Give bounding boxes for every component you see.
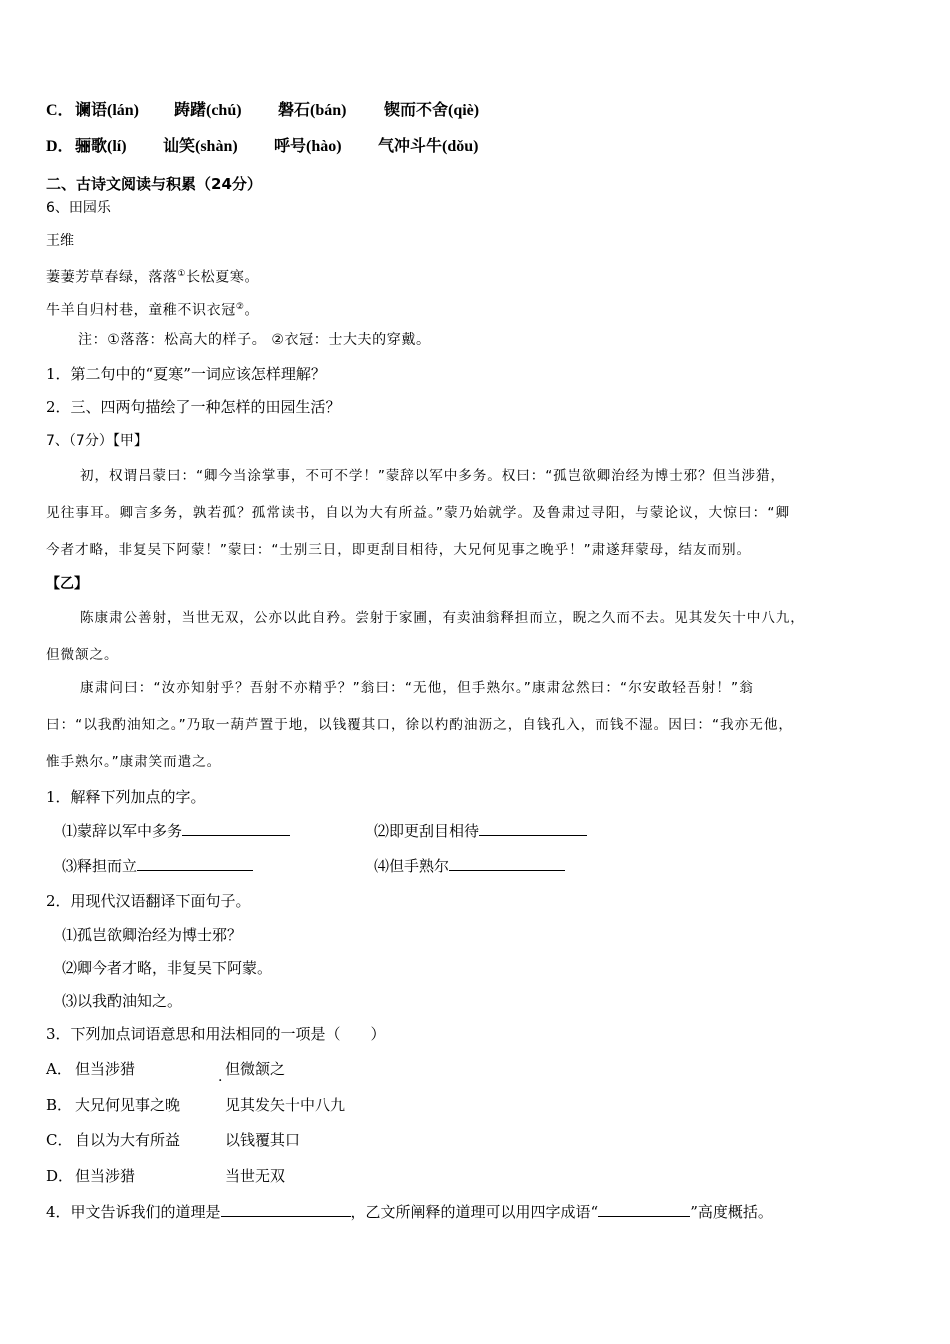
yi-text-line-3: 康肃问曰：“汝亦知射乎？吾射不亦精乎？”翁曰：“无他，但手熟尔。”康肃忿然曰：“尔安敢轻吾射！”翁 (80, 680, 754, 696)
q7-sub2-item-1: ⑴孤岂欲卿治经为博士邪？ (62, 926, 243, 944)
option-c-item-2: 踌躇(chú) (174, 102, 242, 119)
q6-subquestion-2: 2．三、四两句描绘了一种怎样的田园生活？ (46, 398, 341, 416)
answer-blank-1[interactable] (182, 820, 290, 836)
poem-line-1-text-a: 萋萋芳草春绿，落落 (46, 269, 178, 286)
q6-poem-line-2 (46, 297, 259, 321)
option-b-right: 见其发矢十中八九 (225, 1096, 346, 1114)
q7-sub2-item-3: ⑶以我酌油知之。 (62, 992, 183, 1010)
option-c-item-1: 谰语(lán) (75, 102, 140, 119)
option-a-left: 但当涉猎 (75, 1060, 136, 1078)
yi-text-line-4: 曰：“以我酌油知之。”乃取一葫芦置于地，以钱覆其口，徐以杓酌油沥之，自钱孔入，而钱不湿。因曰：“我亦无他， (46, 717, 794, 733)
note-marker-2: ② (235, 302, 245, 312)
jia-text-line-3: 今者才略，非复吴下阿蒙！”蒙曰：“士别三日，即更刮目相待，大兄何见事之晚乎！”肃遂拜蒙母，结友而别。 (46, 542, 752, 558)
option-c-right: 以钱覆其口 (225, 1131, 301, 1149)
option-d-label: D． (46, 138, 74, 155)
answer-blank-idiom[interactable] (598, 1201, 690, 1217)
option-c-label: C． (46, 1131, 73, 1149)
emphasis-dot: . (218, 1069, 223, 1085)
option-b-left: 大兄何见事之晚 (75, 1096, 181, 1114)
option-d-label: D． (46, 1167, 74, 1185)
option-d-item-1: 骊歌(lí) (75, 138, 127, 155)
section-heading: 二、古诗文阅读与积累（24分） (46, 175, 262, 193)
q7-sub2-item-2: ⑵卿今者才略，非复吴下阿蒙。 (62, 959, 273, 977)
q7-title: 7、（7分）【甲】 (46, 433, 148, 449)
q7-sub3-title: 3．下列加点词语意思和用法相同的一项是（ ） (46, 1025, 386, 1043)
q7-sub1-item-1 (62, 820, 290, 841)
item-1-text: ⑴蒙辞以军中多务 (62, 822, 183, 840)
option-b-label: B． (46, 1096, 73, 1114)
option-c-item-3: 磐石(bán) (278, 102, 347, 119)
poem-line-1-text-b: 长松夏寒。 (186, 269, 260, 286)
jia-text-line-1: 初，权谓吕蒙曰：“卿今当涂掌事，不可不学！”蒙辞以军中多务。权曰：“孤岂欲卿治经为博士邪？但当涉猎， (80, 468, 786, 484)
q6-title: 6、田园乐 (46, 200, 111, 216)
yi-text-line-2: 但微颔之。 (46, 647, 119, 663)
answer-blank-2[interactable] (479, 820, 587, 836)
option-c-item-4: 锲而不舍(qiè) (384, 102, 480, 119)
poem-line-2-text-a: 牛羊自归村巷，童稚不识衣冠 (46, 302, 236, 319)
sub4-text-c: ”高度概括。 (690, 1203, 773, 1221)
option-d-right: 当世无双 (225, 1167, 286, 1185)
option-d-left: 但当涉猎 (75, 1167, 136, 1185)
note-marker-1: ① (177, 269, 187, 279)
q7-sub2-title: 2．用现代汉语翻译下面句子。 (46, 892, 251, 910)
item-3-text: ⑶释担而立 (62, 857, 138, 875)
q7-sub1-title: 1．解释下列加点的字。 (46, 788, 206, 806)
answer-blank-lesson[interactable] (221, 1201, 351, 1217)
q6-author: 王维 (46, 233, 74, 249)
poem-line-2-text-b: 。 (244, 302, 260, 319)
option-d-item-4: 气冲斗牛(dǒu) (378, 138, 479, 155)
option-c-left: 自以为大有所益 (75, 1131, 181, 1149)
yi-label: 【乙】 (46, 576, 88, 592)
option-d-item-2: 讪笑(shàn) (163, 138, 238, 155)
yi-text-line-1: 陈康肃公善射，当世无双，公亦以此自矜。尝射于家圃，有卖油翁释担而立，睨之久而不去。见其发矢十中八九， (80, 610, 805, 626)
q7-sub1-item-2 (374, 820, 587, 841)
item-2-text: ⑵即更刮目相待 (374, 822, 480, 840)
q6-poem-line-1 (46, 264, 259, 288)
q7-sub4 (46, 1201, 773, 1222)
q7-sub1-item-4 (374, 855, 565, 876)
item-4-text: ⑷但手熟尔 (374, 857, 450, 875)
option-d-item-3: 呼号(hào) (274, 138, 342, 155)
q6-notes: 注：①落落：松高大的样子。 ②衣冠：士大夫的穿戴。 (78, 332, 431, 348)
yi-text-line-5: 惟手熟尔。”康肃笑而遣之。 (46, 754, 222, 770)
sub4-text-a: 4．甲文告诉我们的道理是 (46, 1203, 221, 1221)
answer-blank-3[interactable] (137, 855, 253, 871)
option-c-label: C． (46, 102, 74, 119)
sub4-text-b: ，乙文所阐释的道理可以用四字成语“ (350, 1203, 599, 1221)
q6-subquestion-1: 1．第二句中的“夏寒”一词应该怎样理解？ (46, 365, 326, 383)
q7-sub1-item-3 (62, 855, 253, 876)
option-a-right: 但微颔之 (225, 1060, 286, 1078)
option-a-label: A． (46, 1060, 72, 1078)
answer-blank-4[interactable] (449, 855, 565, 871)
jia-text-line-2: 见往事耳。卿言多务，孰若孤？孤常读书，自以为大有所益。”蒙乃始就学。及鲁肃过寻阳，与蒙论议，大惊曰：“卿 (46, 505, 791, 521)
